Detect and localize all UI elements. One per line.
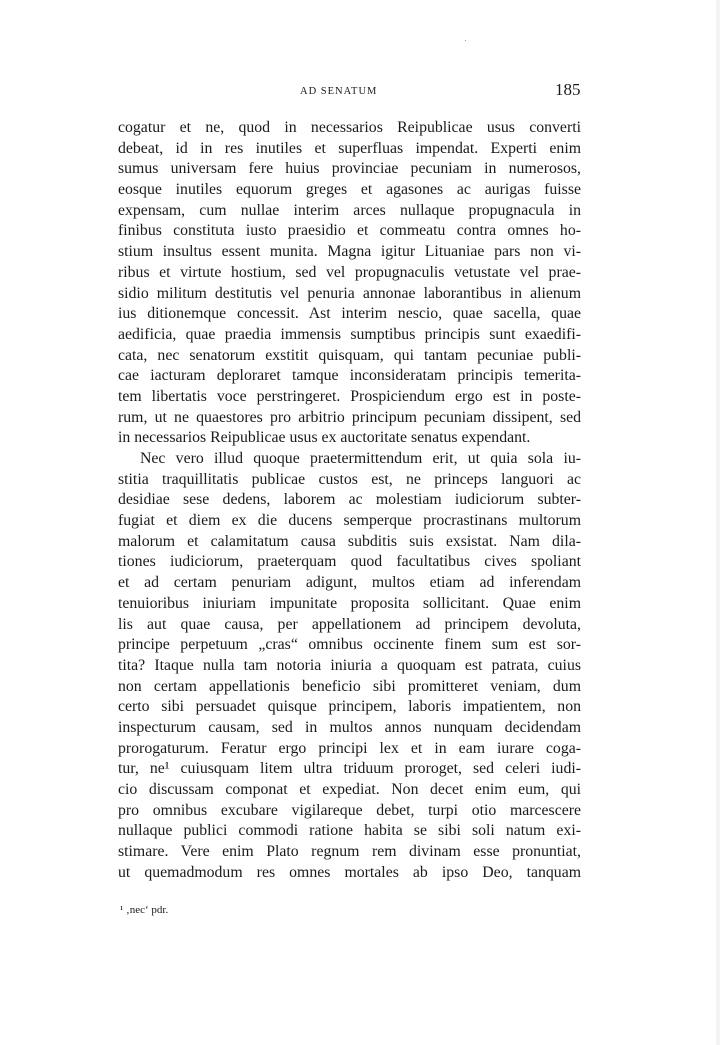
text-line: cata, nec senatorum exstitit quisquam, qui tantam pecuniae publi-: [118, 346, 581, 364]
running-head: AD SENATUM: [300, 86, 378, 97]
text-line: stium insultus essent munita. Magna igitur Lituaniae pars non vi-: [118, 243, 581, 261]
text-line: aedificia, quae praedia immensis sumptibus principis sunt exaedifi-: [118, 325, 581, 343]
text-line: malorum et calamitatum causa subditis suis exsistat. Nam dila-: [118, 532, 581, 550]
text-line: ius ditionemque concessit. Ast interim nescio, quae sacella, quae: [118, 305, 581, 323]
text-line: non certam appellationis beneficio sibi promitteret veniam, dum: [118, 677, 581, 695]
text-line: certo sibi persuadet quisque principem, laboris impatientem, non: [118, 698, 581, 716]
page-number: 185: [555, 80, 581, 99]
text-line: prorogaturum. Feratur ergo principi lex et in eam iurare coga-: [118, 739, 581, 757]
text-line: debeat, id in res inutiles et superfluas impendat. Experti enim: [118, 139, 581, 157]
text-line: cio discussam componat et expediat. Non decet enim eum, qui: [118, 781, 581, 798]
paragraph-start-line: Nec vero illud quoque praetermittendum erit, ut quia sola iu-: [140, 450, 581, 467]
text-line: tiones iudiciorum, praeterquam quod facultatibus cives spoliant: [118, 553, 581, 571]
text-line: tenuioribus iniuriam impunitate proposita sollicitant. Quae enim: [118, 594, 581, 612]
text-line: fugiat et diem ex die ducens semperque procrastinans multorum: [118, 512, 581, 530]
text-line: sidio militum destitutis vel penuria annonae laborantibus in alienum: [118, 284, 581, 302]
text-line: tita? Itaque nulla tam notoria iniuria a quoquam est patrata, cuius: [118, 656, 581, 674]
footnote: ¹ ‚nec‘ pdr.: [120, 904, 169, 916]
text-line: ribus et virtute hostium, sed vel propugnaculis vetustate vel prae-: [118, 263, 581, 281]
text-line: cae iacturam deploraret tamque inconsideratam principis temerita-: [118, 367, 581, 385]
text-line: et ad certam penuriam adigunt, multos etiam ad inferendam: [118, 574, 581, 592]
text-line: rum, ut ne quaestores pro arbitrio principum pecuniam dissipent, sed: [118, 408, 581, 426]
paragraph-end-line: in necessarios Reipublicae usus ex auctoritate senatus expendant.: [118, 429, 531, 447]
text-line: finibus constituta iusto praesidio et commeatu contra omnes ho-: [118, 222, 581, 240]
text-line: principe perpetuum „cras“ omnibus occinente finem sum est sor-: [118, 636, 581, 654]
text-line: tem libertatis voce perstringeret. Prospiciendum ergo est in poste-: [118, 387, 581, 405]
text-line: sumus universam fere huius provinciae pecuniam in numerosos,: [118, 160, 581, 178]
text-line: stitia traquillitatis publicae custos est, ne princeps languori ac: [118, 470, 581, 488]
text-line: desidiae sese dedens, laborem ac molestiam iudiciorum subter-: [118, 491, 581, 509]
scan-speck: [465, 40, 466, 41]
text-line: inspecturum causam, sed in multos annos nunquam decidendam: [118, 718, 581, 736]
text-line: pro omnibus excubare vigilareque debet, turpi otio marcescere: [118, 801, 581, 819]
text-line: tur, ne¹ cuiusquam litem ultra triduum proroget, sed celeri iudi-: [118, 760, 581, 778]
body-text: [118, 118, 581, 883]
text-line: lis aut quae causa, per appellationem ad principem devoluta,: [118, 615, 581, 633]
text-line: expensam, cum nullae interim arces nullaque propugnacula in: [118, 201, 581, 219]
text-line: cogatur et ne, quod in necessarios Reipublicae usus converti: [118, 119, 581, 136]
text-line: nullaque publici commodi ratione habita se sibi soli natum exi-: [118, 822, 581, 840]
text-line: ut quemadmodum res omnes mortales ab ipso Deo, tanquam: [118, 863, 581, 881]
page-edge: [716, 0, 720, 1045]
text-line: eosque inutiles equorum greges et agasones ac aurigas fuisse: [118, 181, 581, 199]
text-line: stimare. Vere enim Plato regnum rem divinam esse pronuntiat,: [118, 843, 581, 861]
